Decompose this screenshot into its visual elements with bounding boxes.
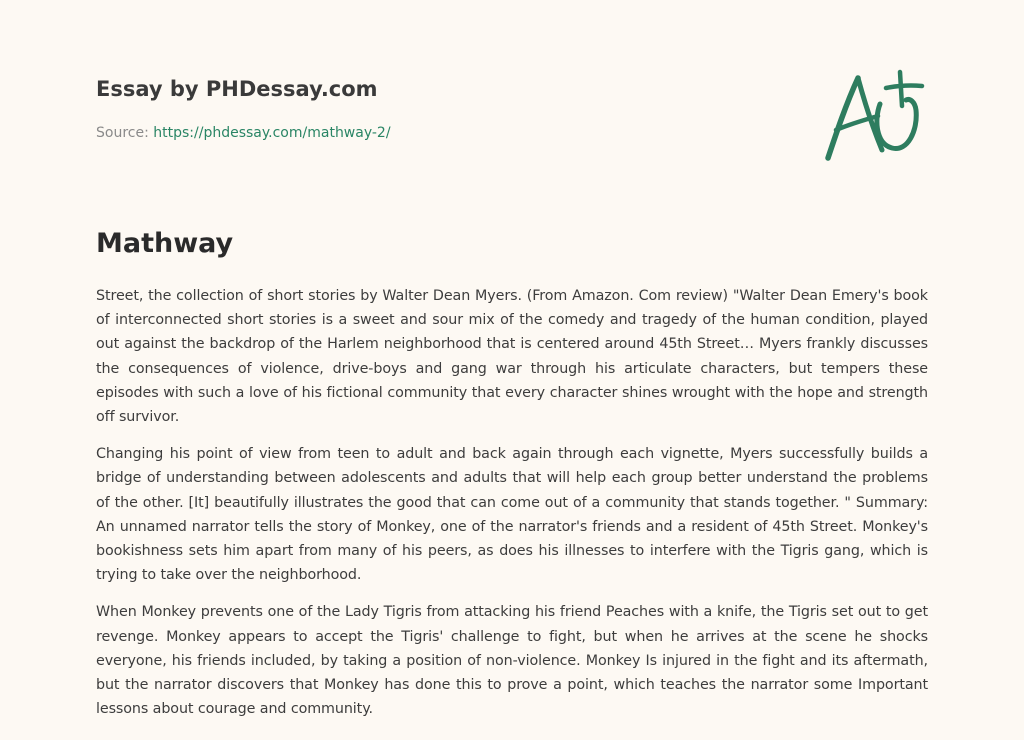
- a-plus-logo-icon: [820, 64, 932, 168]
- source-label: Source:: [96, 125, 154, 141]
- essay-paragraph: When Monkey prevents one of the Lady Tigris from attacking his friend Peaches with a knife, the Tigris set out to get revenge. Monkey appears to accept the Tigris' challenge to fight, but when he arrives at the scene he shocks everyone, his friends included, by taking a position of non-violence. Monkey Is injured in the fight and its aftermath, but the narrator discovers that Monkey has done this to prove a point, which teaches the narrator some Important lessons about courage and community.: [96, 604, 928, 718]
- essay-body: [96, 284, 928, 734]
- essay-paragraph: Street, the collection of short stories by Walter Dean Myers. (From Amazon. Com review) "Walter Dean Emery's book of interconnected short stories is a sweet and sour mix of the comedy and tragedy of the human condition, played out against the backdrop of the Harlem neighborhood that is centered around 45th Street… Myers frankly discusses the consequences of violence, drive-boys and gang war through his articulate characters, but tempers these episodes with such a love of his fictional community that every character shines wrought with the hope and strength off survivor.: [96, 288, 928, 426]
- site-title: Essay by PHDessay.com: [96, 77, 378, 101]
- essay-paragraph: Changing his point of view from teen to adult and back again through each vignette, Myers successfully builds a bridge of understanding between adolescents and adults that will help each group better understand the problems of the other. [It] beautifully illustrates the good that can come out of a community that stands together. " Summary: An unnamed narrator tells the story of Monkey, one of the narrator's friends and a resident of 45th Street. Monkey's bookishness sets him apart from many of his peers, as does his illnesses to interfere with the Tigris gang, which is trying to take over the neighborhood.: [96, 446, 928, 584]
- source-line: [96, 123, 796, 143]
- source-link[interactable]: https://phdessay.com/mathway-2/: [153, 125, 391, 141]
- essay-title: Mathway: [96, 228, 234, 259]
- page-header: [96, 74, 796, 143]
